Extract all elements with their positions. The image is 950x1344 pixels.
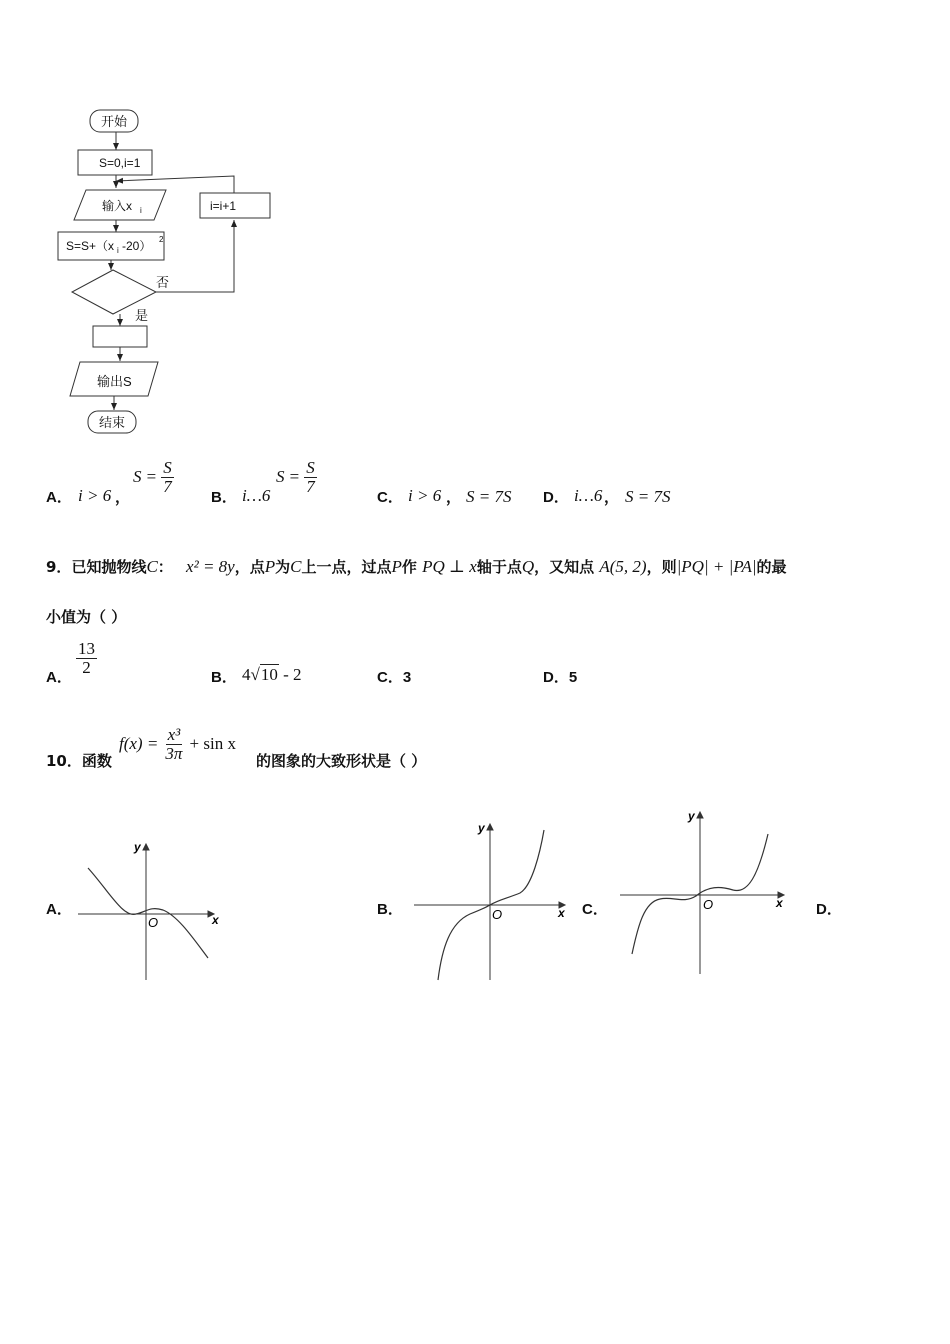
q9-b-expr: 4√10 - 2 (242, 665, 302, 684)
q8-d-expr: S = 7S (625, 487, 671, 506)
q9-option-c: C．3 (377, 669, 412, 686)
q10-option-a: A． (46, 901, 72, 918)
q8-d-cond: i…6 (574, 486, 603, 505)
svg-text:x: x (776, 896, 783, 910)
output-label: 输出S (97, 374, 132, 389)
q10-stem: 的图象的大致形状是（ ） (256, 752, 427, 770)
q8-c-sep: ， (446, 488, 462, 506)
q9-option-a: A． (46, 669, 72, 686)
no-label: 否 (156, 275, 170, 290)
q8-d-sep: ， (604, 488, 620, 506)
q8-b-formula: S = $\frac{S}{7}$ (276, 458, 315, 496)
q8-option-d: D． (543, 489, 569, 506)
q9-option-b: B． (211, 669, 237, 686)
q9-a-fraction: $\frac{13}{2}$ (78, 639, 95, 677)
q9-option-d: D．5 (543, 669, 578, 686)
q8-a-cond: i > 6 (78, 486, 112, 505)
svg-text:y: y (688, 809, 695, 823)
fraction: $\frac{S}{7}$ (306, 458, 315, 496)
q8-c-cond: i > 6 (408, 486, 442, 505)
fraction: $\frac{S}{7}$ (163, 458, 172, 496)
q8-c-expr: S = 7S (466, 487, 512, 506)
q10-option-d: D． (816, 901, 842, 918)
q8-b-cond: i…6 (242, 486, 271, 505)
svg-text:x: x (558, 906, 565, 920)
svg-text:y: y (134, 840, 141, 854)
graph-a (78, 838, 223, 983)
svg-text:O: O (492, 907, 503, 922)
svg-text:x: x (212, 913, 219, 927)
update-sub: i (117, 246, 119, 255)
init-label: S=0,i=1 (99, 156, 141, 170)
end-label: 结束 (98, 415, 126, 430)
yes-label: 是 (135, 308, 149, 323)
start-label: 开始 (100, 114, 128, 129)
q8-option-a (46, 486, 72, 507)
update-tail: -20） (122, 239, 152, 253)
update-sup: 2 (159, 235, 164, 244)
input-label: 输入x (102, 199, 133, 213)
blank-node (93, 326, 147, 347)
q10-option-c: C． (582, 901, 608, 918)
q8-option-b: B． (211, 489, 237, 506)
svg-text:O: O (148, 915, 159, 930)
flowchart (0, 0, 950, 460)
increment-label: i=i+1 (209, 199, 237, 213)
graph-b (410, 818, 575, 983)
q10-number: 10．函数 (46, 752, 112, 770)
update-label: S=S+（x (66, 239, 115, 253)
q10-option-b: B． (377, 901, 403, 918)
q8-a-sep: ， (115, 488, 131, 506)
svg-text:O: O (703, 897, 714, 912)
q8-option-c: C． (377, 489, 403, 506)
q9-stem-cont: 小值为（ ） (46, 608, 127, 626)
q10-function: f(x) = $\frac{\text{x³}}{3\pi}$ + sin x (119, 725, 236, 763)
svg-text:y: y (478, 821, 485, 835)
q9-stem: 9．已知抛物线C： x² = 8y，点P为C上一点，过点P作 PQ ⊥ x轴于点Q，又知点 A(5, 2)，则|PQ| + |PA|的最 (46, 557, 787, 576)
option-label: A． (46, 489, 72, 506)
q8-a-formula: S = $\frac{S}{7}$ (133, 458, 172, 496)
input-sub: i (140, 206, 142, 215)
graph-c (618, 806, 793, 978)
